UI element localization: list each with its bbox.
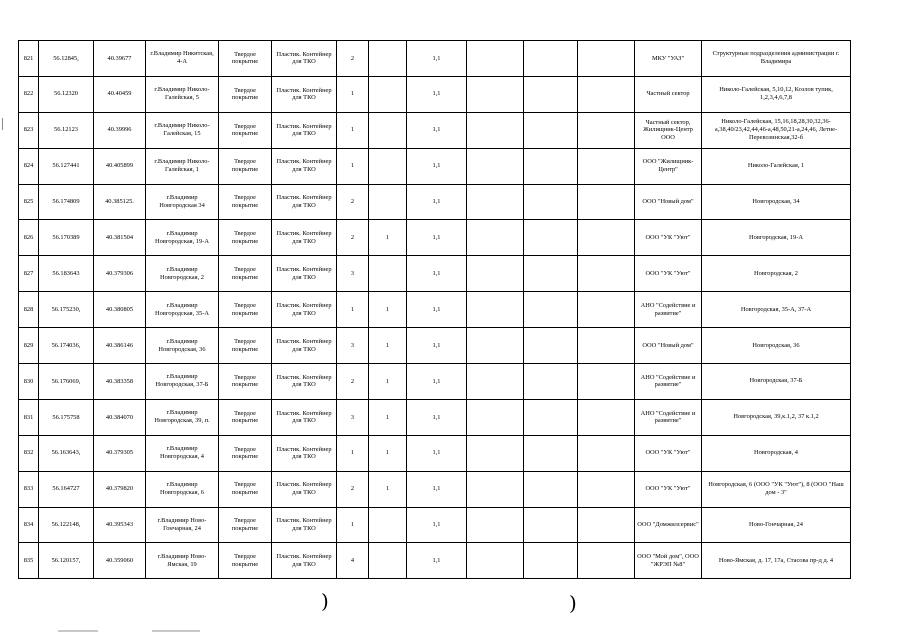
address-cell: г.Владимир Ново-Гончарная, 24 xyxy=(146,507,219,543)
empty-cell xyxy=(524,256,578,292)
longitude-cell: 40.385125. xyxy=(94,184,146,220)
surface-cell: Твердое покрытие xyxy=(219,184,272,220)
empty-cell xyxy=(524,76,578,112)
latitude-cell: 56.170389 xyxy=(39,220,94,256)
longitude-cell: 40.380805 xyxy=(94,292,146,328)
volume-cell: 1,1 xyxy=(407,148,467,184)
extra-count-cell xyxy=(369,256,407,292)
row-number: 826 xyxy=(19,220,39,256)
extra-count-cell: 1 xyxy=(369,435,407,471)
empty-cell xyxy=(467,328,524,364)
latitude-cell: 56.164727 xyxy=(39,471,94,507)
empty-cell xyxy=(524,507,578,543)
empty-cell xyxy=(578,543,635,579)
address-cell: г.Владимир Новгородская 34 xyxy=(146,184,219,220)
owner-cell: Частный сектор, Жилищник-Центр ООО xyxy=(635,112,702,148)
address-cell: г.Владимир Николо-Галейская, 15 xyxy=(146,112,219,148)
latitude-cell: 56.12320 xyxy=(39,76,94,112)
empty-cell xyxy=(578,435,635,471)
table-row xyxy=(19,148,851,184)
longitude-cell: 40.381504 xyxy=(94,220,146,256)
empty-cell xyxy=(524,148,578,184)
served-objects-cell: Новгородская, 4 xyxy=(702,435,851,471)
empty-cell xyxy=(467,364,524,400)
owner-cell: ООО "Жилищник-Центр" xyxy=(635,148,702,184)
volume-cell: 1,1 xyxy=(407,471,467,507)
owner-cell: ООО "УК "Уют" xyxy=(635,435,702,471)
address-cell: г.Владимир Новгородская, 19-А xyxy=(146,220,219,256)
owner-cell: ООО "УК "Уют" xyxy=(635,256,702,292)
scan-edge-mark xyxy=(2,118,3,130)
row-number: 824 xyxy=(19,148,39,184)
table-row xyxy=(19,471,851,507)
served-objects-cell: Структурные подразделения администрации г. Владимира xyxy=(702,41,851,77)
address-cell: г.Владимир Новгородская, 39, п. xyxy=(146,399,219,435)
container-cell: Пластик. Контейнер для ТКО xyxy=(272,41,337,77)
empty-cell xyxy=(578,112,635,148)
extra-count-cell: 1 xyxy=(369,399,407,435)
latitude-cell: 56.183643 xyxy=(39,256,94,292)
surface-cell: Твердое покрытие xyxy=(219,76,272,112)
row-number: 834 xyxy=(19,507,39,543)
container-count-cell: 4 xyxy=(337,543,369,579)
surface-cell: Твердое покрытие xyxy=(219,471,272,507)
empty-cell xyxy=(467,256,524,292)
extra-count-cell xyxy=(369,148,407,184)
address-cell: г.Владимир Новгородская, 35-А xyxy=(146,292,219,328)
registry-table xyxy=(18,40,851,579)
empty-cell xyxy=(524,292,578,328)
empty-cell xyxy=(578,364,635,400)
latitude-cell: 56.174809 xyxy=(39,184,94,220)
surface-cell: Твердое покрытие xyxy=(219,256,272,292)
page-mark-left: ) xyxy=(321,589,329,613)
owner-cell: АНО "Содействие и развитие" xyxy=(635,399,702,435)
served-objects-cell: Новгородская, 34 xyxy=(702,184,851,220)
container-cell: Пластик. Контейнер для ТКО xyxy=(272,507,337,543)
owner-cell: АНО "Содействие и развитие" xyxy=(635,364,702,400)
surface-cell: Твердое покрытие xyxy=(219,507,272,543)
table-row xyxy=(19,435,851,471)
container-count-cell: 1 xyxy=(337,435,369,471)
container-count-cell: 2 xyxy=(337,364,369,400)
owner-cell: АНО "Содействие и развитие" xyxy=(635,292,702,328)
container-cell: Пластик. Контейнер для ТКО xyxy=(272,364,337,400)
container-count-cell: 1 xyxy=(337,148,369,184)
surface-cell: Твердое покрытие xyxy=(219,220,272,256)
address-cell: г.Владимир Новгородская, 37-Б xyxy=(146,364,219,400)
owner-cell: ООО "Новый дом" xyxy=(635,328,702,364)
address-cell: г.Владимир Николо-Галейская, 1 xyxy=(146,148,219,184)
scan-line xyxy=(152,630,200,632)
volume-cell: 1,1 xyxy=(407,76,467,112)
container-cell: Пластик. Контейнер для ТКО xyxy=(272,543,337,579)
address-cell: г.Владимир Новгородская, 36 xyxy=(146,328,219,364)
latitude-cell: 56.175758 xyxy=(39,399,94,435)
surface-cell: Твердое покрытие xyxy=(219,148,272,184)
surface-cell: Твердое покрытие xyxy=(219,328,272,364)
container-cell: Пластик. Контейнер для ТКО xyxy=(272,148,337,184)
empty-cell xyxy=(467,184,524,220)
latitude-cell: 56.120157, xyxy=(39,543,94,579)
table-row xyxy=(19,220,851,256)
owner-cell: ООО "УК "Уют" xyxy=(635,471,702,507)
empty-cell xyxy=(524,471,578,507)
served-objects-cell: Новгородская, 2 xyxy=(702,256,851,292)
row-number: 829 xyxy=(19,328,39,364)
volume-cell: 1,1 xyxy=(407,184,467,220)
surface-cell: Твердое покрытие xyxy=(219,543,272,579)
container-cell: Пластик. Контейнер для ТКО xyxy=(272,292,337,328)
empty-cell xyxy=(524,543,578,579)
longitude-cell: 40.383358 xyxy=(94,364,146,400)
owner-cell: ООО "Новый дом" xyxy=(635,184,702,220)
table-row xyxy=(19,507,851,543)
owner-cell: ООО "УК "Уют" xyxy=(635,220,702,256)
empty-cell xyxy=(467,41,524,77)
latitude-cell: 56.174036, xyxy=(39,328,94,364)
extra-count-cell: 1 xyxy=(369,364,407,400)
table-row xyxy=(19,76,851,112)
row-number: 822 xyxy=(19,76,39,112)
row-number: 830 xyxy=(19,364,39,400)
address-cell: г.Владимир Никитская, 4-А xyxy=(146,41,219,77)
volume-cell: 1,1 xyxy=(407,399,467,435)
latitude-cell: 56.12123 xyxy=(39,112,94,148)
empty-cell xyxy=(524,399,578,435)
extra-count-cell xyxy=(369,543,407,579)
latitude-cell: 56.163643, xyxy=(39,435,94,471)
longitude-cell: 40.40459 xyxy=(94,76,146,112)
volume-cell: 1,1 xyxy=(407,543,467,579)
empty-cell xyxy=(578,184,635,220)
empty-cell xyxy=(524,184,578,220)
container-count-cell: 1 xyxy=(337,112,369,148)
volume-cell: 1,1 xyxy=(407,41,467,77)
container-count-cell: 1 xyxy=(337,507,369,543)
container-count-cell: 2 xyxy=(337,471,369,507)
container-cell: Пластик. Контейнер для ТКО xyxy=(272,220,337,256)
longitude-cell: 40.379306 xyxy=(94,256,146,292)
longitude-cell: 40.395343 xyxy=(94,507,146,543)
row-number: 827 xyxy=(19,256,39,292)
latitude-cell: 56.122148, xyxy=(39,507,94,543)
empty-cell xyxy=(467,507,524,543)
table-row xyxy=(19,256,851,292)
container-cell: Пластик. Контейнер для ТКО xyxy=(272,184,337,220)
container-count-cell: 1 xyxy=(337,292,369,328)
volume-cell: 1,1 xyxy=(407,292,467,328)
served-objects-cell: Николо-Галейская, 1 xyxy=(702,148,851,184)
served-objects-cell: Новгородская, 6 (ООО "УК "Уют"), 8 (ООО "Наш дом - 3" xyxy=(702,471,851,507)
table-row xyxy=(19,399,851,435)
table-row xyxy=(19,543,851,579)
container-count-cell: 3 xyxy=(337,256,369,292)
served-objects-cell: Николо-Галейская, 15,16,18,28,30,32,36-а,38,40/23,42,44,46-а,48,50,21-а,24,46, Летне-Перевозинская,32-б xyxy=(702,112,851,148)
surface-cell: Твердое покрытие xyxy=(219,41,272,77)
empty-cell xyxy=(467,148,524,184)
container-count-cell: 2 xyxy=(337,184,369,220)
container-count-cell: 3 xyxy=(337,399,369,435)
table-row xyxy=(19,328,851,364)
empty-cell xyxy=(524,364,578,400)
served-objects-cell: Николо-Галейская, 5,10,12, Козлов тупик, 1,2,3,4,6,7,8 xyxy=(702,76,851,112)
served-objects-cell: Ново-Гончарная, 24 xyxy=(702,507,851,543)
served-objects-cell: Новгородская, 35-А, 37-А xyxy=(702,292,851,328)
volume-cell: 1,1 xyxy=(407,435,467,471)
empty-cell xyxy=(467,292,524,328)
table-row xyxy=(19,292,851,328)
table-row xyxy=(19,184,851,220)
longitude-cell: 40.405899 xyxy=(94,148,146,184)
row-number: 832 xyxy=(19,435,39,471)
table-body xyxy=(19,41,851,579)
surface-cell: Твердое покрытие xyxy=(219,435,272,471)
address-cell: г.Владимир Новгородская, 6 xyxy=(146,471,219,507)
empty-cell xyxy=(578,507,635,543)
empty-cell xyxy=(524,220,578,256)
surface-cell: Твердое покрытие xyxy=(219,112,272,148)
row-number: 828 xyxy=(19,292,39,328)
empty-cell xyxy=(578,220,635,256)
owner-cell: Частный сектор xyxy=(635,76,702,112)
extra-count-cell: 1 xyxy=(369,220,407,256)
container-cell: Пластик. Контейнер для ТКО xyxy=(272,435,337,471)
scan-line xyxy=(58,630,98,632)
page-mark-right: ) xyxy=(569,591,577,615)
row-number: 825 xyxy=(19,184,39,220)
container-cell: Пластик. Контейнер для ТКО xyxy=(272,112,337,148)
served-objects-cell: Ново-Ямская, д. 17, 17а, Стасова пр-д д. 4 xyxy=(702,543,851,579)
empty-cell xyxy=(467,399,524,435)
volume-cell: 1,1 xyxy=(407,507,467,543)
empty-cell xyxy=(578,399,635,435)
container-count-cell: 2 xyxy=(337,220,369,256)
volume-cell: 1,1 xyxy=(407,364,467,400)
empty-cell xyxy=(578,471,635,507)
empty-cell xyxy=(578,292,635,328)
address-cell: г.Владимир Новгородская, 2 xyxy=(146,256,219,292)
address-cell: г.Владимир Новгородская, 4 xyxy=(146,435,219,471)
extra-count-cell: 1 xyxy=(369,292,407,328)
container-count-cell: 2 xyxy=(337,41,369,77)
served-objects-cell: Новгородская, 36 xyxy=(702,328,851,364)
empty-cell xyxy=(467,543,524,579)
empty-cell xyxy=(578,328,635,364)
empty-cell xyxy=(524,41,578,77)
latitude-cell: 56.127441 xyxy=(39,148,94,184)
volume-cell: 1,1 xyxy=(407,328,467,364)
address-cell: г.Владимир Николо-Галейская, 5 xyxy=(146,76,219,112)
container-cell: Пластик. Контейнер для ТКО xyxy=(272,328,337,364)
volume-cell: 1,1 xyxy=(407,220,467,256)
empty-cell xyxy=(467,112,524,148)
container-cell: Пластик. Контейнер для ТКО xyxy=(272,471,337,507)
extra-count-cell xyxy=(369,507,407,543)
longitude-cell: 40.39996 xyxy=(94,112,146,148)
container-cell: Пластик. Контейнер для ТКО xyxy=(272,76,337,112)
empty-cell xyxy=(524,435,578,471)
row-number: 831 xyxy=(19,399,39,435)
extra-count-cell: 1 xyxy=(369,471,407,507)
served-objects-cell: Новгородская, 19-А xyxy=(702,220,851,256)
owner-cell: ООО "Мой дом", ООО "ЖРЭП №8" xyxy=(635,543,702,579)
surface-cell: Твердое покрытие xyxy=(219,399,272,435)
container-cell: Пластик. Контейнер для ТКО xyxy=(272,399,337,435)
served-objects-cell: Новгородская, 39,к.1,2, 37 к.1,2 xyxy=(702,399,851,435)
latitude-cell: 56.12845, xyxy=(39,41,94,77)
extra-count-cell xyxy=(369,76,407,112)
longitude-cell: 40.359060 xyxy=(94,543,146,579)
owner-cell: МКУ "УАЗ" xyxy=(635,41,702,77)
table-row xyxy=(19,364,851,400)
extra-count-cell xyxy=(369,112,407,148)
empty-cell xyxy=(467,435,524,471)
longitude-cell: 40.39677 xyxy=(94,41,146,77)
longitude-cell: 40.379820 xyxy=(94,471,146,507)
volume-cell: 1,1 xyxy=(407,256,467,292)
table-row xyxy=(19,41,851,77)
container-count-cell: 3 xyxy=(337,328,369,364)
extra-count-cell xyxy=(369,184,407,220)
empty-cell xyxy=(467,220,524,256)
extra-count-cell xyxy=(369,41,407,77)
latitude-cell: 56.175230, xyxy=(39,292,94,328)
latitude-cell: 56.176069, xyxy=(39,364,94,400)
row-number: 835 xyxy=(19,543,39,579)
container-cell: Пластик. Контейнер для ТКО xyxy=(272,256,337,292)
volume-cell: 1,1 xyxy=(407,112,467,148)
empty-cell xyxy=(578,256,635,292)
extra-count-cell: 1 xyxy=(369,328,407,364)
empty-cell xyxy=(524,112,578,148)
address-cell: г.Владимир Ново-Ямская, 19 xyxy=(146,543,219,579)
owner-cell: ООО "Домжилсервис" xyxy=(635,507,702,543)
surface-cell: Твердое покрытие xyxy=(219,364,272,400)
empty-cell xyxy=(578,41,635,77)
longitude-cell: 40.386146 xyxy=(94,328,146,364)
longitude-cell: 40.379305 xyxy=(94,435,146,471)
longitude-cell: 40.384070 xyxy=(94,399,146,435)
empty-cell xyxy=(578,148,635,184)
table-row xyxy=(19,112,851,148)
empty-cell xyxy=(524,328,578,364)
empty-cell xyxy=(467,471,524,507)
container-count-cell: 1 xyxy=(337,76,369,112)
row-number: 823 xyxy=(19,112,39,148)
empty-cell xyxy=(467,76,524,112)
surface-cell: Твердое покрытие xyxy=(219,292,272,328)
served-objects-cell: Новгородская, 37-Б xyxy=(702,364,851,400)
row-number: 821 xyxy=(19,41,39,77)
empty-cell xyxy=(578,76,635,112)
row-number: 833 xyxy=(19,471,39,507)
